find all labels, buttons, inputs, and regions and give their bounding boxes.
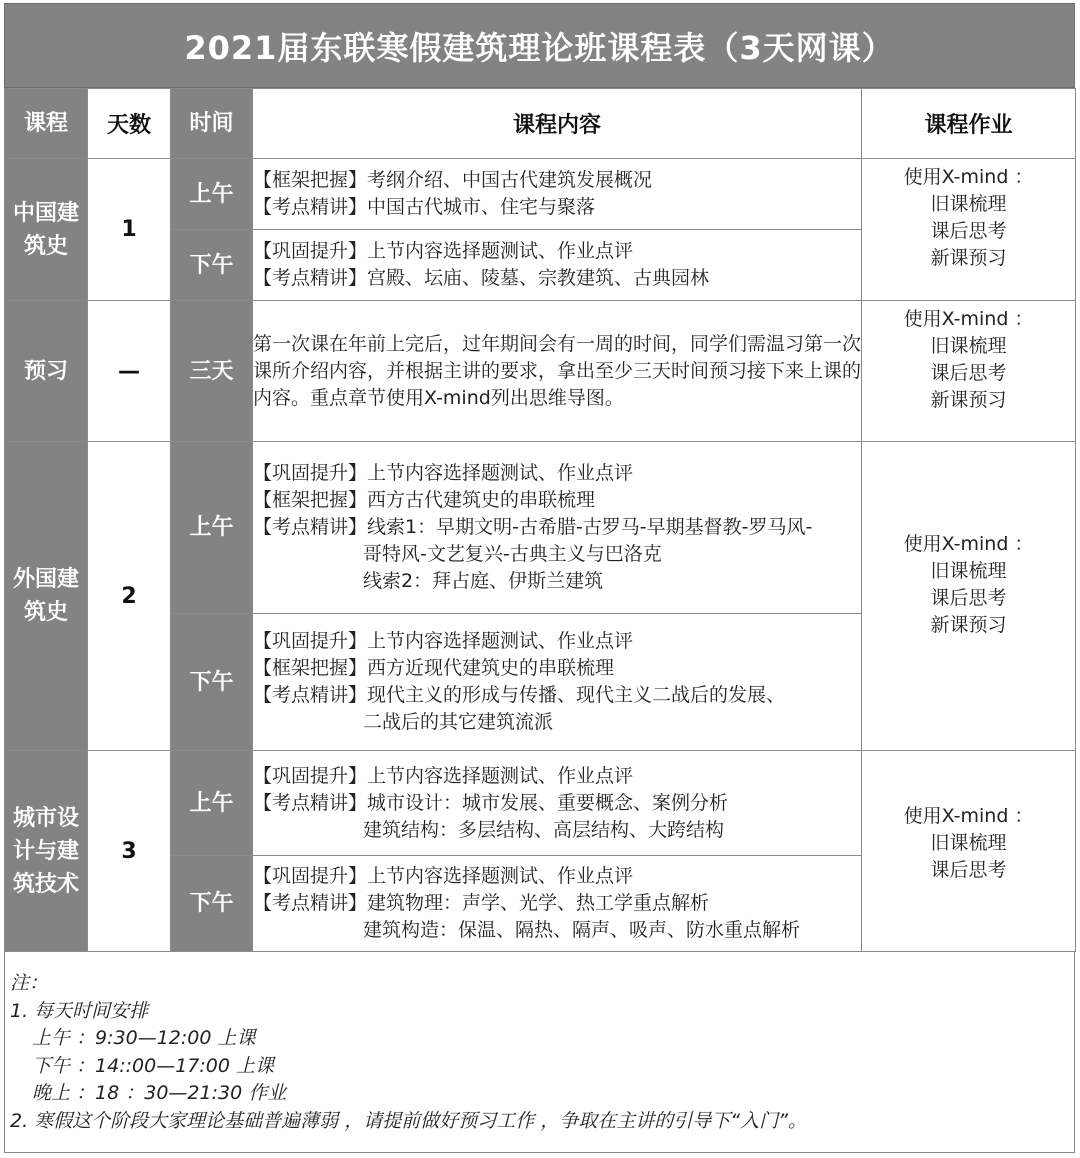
time-cell: 三天 — [171, 301, 253, 442]
day-cell: 2 — [88, 442, 171, 751]
homework-item: 新课预习 — [930, 614, 1007, 636]
content-line: 【考点精讲】城市设计：城市发展、重要概念、案例分析 — [253, 791, 729, 814]
homework-cell — [862, 159, 1076, 301]
homework-item: 旧课梳理 — [930, 335, 1007, 357]
course-name-part: 外国建 — [12, 567, 79, 592]
note-line: 上午 ：9:30—12:00 上课 — [32, 1027, 256, 1049]
time-cell: 下午 — [171, 614, 253, 751]
time-cell: 上午 — [171, 751, 253, 856]
homework-cell — [862, 301, 1076, 442]
content-cell — [253, 230, 862, 301]
schedule-table — [4, 88, 1076, 952]
time-cell: 下午 — [171, 230, 253, 301]
note-line: 注： — [10, 972, 49, 994]
homework-item: 旧课梳理 — [930, 193, 1007, 215]
homework-list — [862, 301, 1075, 414]
homework-cell — [862, 751, 1076, 952]
content-line: 【巩固提升】上节内容选择题测试、作业点评 — [253, 630, 634, 652]
header-content: 课程内容 — [253, 89, 862, 159]
day-cell: 3 — [88, 751, 171, 952]
homework-item: 旧课梳理 — [930, 832, 1007, 854]
course-cell — [5, 301, 88, 442]
course-name-part: 计与建 — [12, 838, 79, 864]
time-cell: 下午 — [171, 856, 253, 952]
header-time: 时间 — [171, 89, 253, 159]
content-line: 【考点精讲】中国古代城市、住宅与聚落 — [253, 196, 596, 218]
content-line: 建筑结构：多层结构、高层结构、大跨结构 — [363, 818, 725, 841]
note-line: 晚上 ：18 ：30—21:30 作业 — [32, 1082, 287, 1104]
course-cell — [5, 159, 88, 301]
table-row — [5, 159, 1076, 230]
homework-list — [862, 442, 1075, 639]
course-name-part: 预习 — [23, 358, 68, 384]
homework-item: 旧课梳理 — [930, 560, 1007, 582]
homework-item: 使用X-mind ： — [903, 308, 1034, 330]
homework-list — [862, 751, 1075, 884]
schedule-body — [5, 159, 1076, 952]
homework-item: 课后思考 — [930, 859, 1007, 881]
content-cell — [253, 442, 862, 614]
content-cell — [253, 751, 862, 856]
day-cell: — — [88, 301, 171, 442]
content-line: 【巩固提升】上节内容选择题测试、作业点评 — [253, 764, 634, 787]
course-cell — [5, 442, 88, 751]
notes-section — [4, 952, 1075, 1151]
page-title: 2021届东联寒假建筑理论班课程表（3天网课） — [4, 3, 1075, 88]
table-row — [5, 301, 1076, 442]
homework-item: 使用X-mind ： — [903, 805, 1034, 827]
content-line: 【巩固提升】上节内容选择题测试、作业点评 — [253, 865, 634, 887]
content-line: 建筑构造：保温、隔热、隔声、吸声、防水重点解析 — [363, 919, 801, 941]
content-line: 【考点精讲】线索1：早期文明-古希腊-古罗马-早期基督教-罗马风- — [253, 516, 813, 538]
content-cell — [253, 614, 862, 751]
time-cell: 上午 — [171, 159, 253, 230]
content-cell — [253, 856, 862, 952]
homework-item: 课后思考 — [930, 587, 1007, 609]
homework-item: 课后思考 — [930, 220, 1007, 242]
header-days: 天数 — [88, 89, 171, 159]
table-row — [5, 751, 1076, 856]
homework-item: 使用X-mind ： — [903, 533, 1034, 555]
content-line: 哥特风-文艺复兴-古典主义与巴洛克 — [363, 543, 662, 565]
course-name-part: 筑技术 — [12, 871, 79, 897]
content-line: 【框架把握】西方古代建筑史的串联梳理 — [253, 489, 596, 511]
homework-cell — [862, 442, 1076, 751]
course-name-part: 筑史 — [23, 233, 68, 259]
header-homework: 课程作业 — [862, 89, 1076, 159]
header-course: 课程 — [5, 89, 88, 159]
course-name-part: 筑史 — [23, 600, 68, 625]
content-cell — [253, 301, 862, 442]
homework-item: 课后思考 — [930, 362, 1007, 384]
course-cell — [5, 751, 88, 952]
content-line: 线索2：拜占庭、伊斯兰建筑 — [363, 570, 604, 592]
content-line: 【考点精讲】宫殿、坛庙、陵墓、宗教建筑、古典园林 — [253, 267, 710, 289]
note-line: 2. 寒假这个阶段大家理论基础普遍薄弱 ，请提前做好预习工作 ，争取在主讲的引导下“入门”。 — [10, 1109, 807, 1132]
homework-item: 新课预习 — [930, 247, 1007, 269]
content-line: 【框架把握】西方近现代建筑史的串联梳理 — [253, 657, 615, 679]
content-line: 【巩固提升】上节内容选择题测试、作业点评 — [253, 240, 634, 262]
day-cell: 1 — [88, 159, 171, 301]
homework-item: 使用X-mind ： — [903, 166, 1034, 188]
content-line: 【巩固提升】上节内容选择题测试、作业点评 — [253, 462, 634, 484]
content-line: 【框架把握】考纲介绍、中国古代建筑发展概况 — [253, 169, 653, 191]
course-name-part: 城市设 — [12, 805, 79, 831]
content-line: 【考点精讲】现代主义的形成与传播、现代主义二战后的发展、 — [253, 684, 786, 706]
content-line: 二战后的其它建筑流派 — [363, 711, 554, 733]
content-cell — [253, 159, 862, 230]
homework-item: 新课预习 — [930, 389, 1007, 411]
content-paragraph: 第一次课在年前上完后，过年期间会有一周的时间，同学们需温习第一次课所介绍内容，并根据主讲的要求，拿出至少三天时间预习接下来上课的内容。重点章节使用X-mind列出思维导图。 — [253, 332, 862, 409]
homework-list — [862, 159, 1075, 272]
course-name-part: 中国建 — [12, 200, 79, 226]
header-row — [5, 89, 1076, 159]
note-line: 1. 每天时间安排 — [10, 999, 149, 1022]
note-line: 下午 ：14::00—17:00 上课 — [32, 1054, 274, 1077]
table-row — [5, 442, 1076, 614]
time-cell: 上午 — [171, 442, 253, 614]
content-line: 【考点精讲】建筑物理：声学、光学、热工学重点解析 — [253, 892, 710, 914]
